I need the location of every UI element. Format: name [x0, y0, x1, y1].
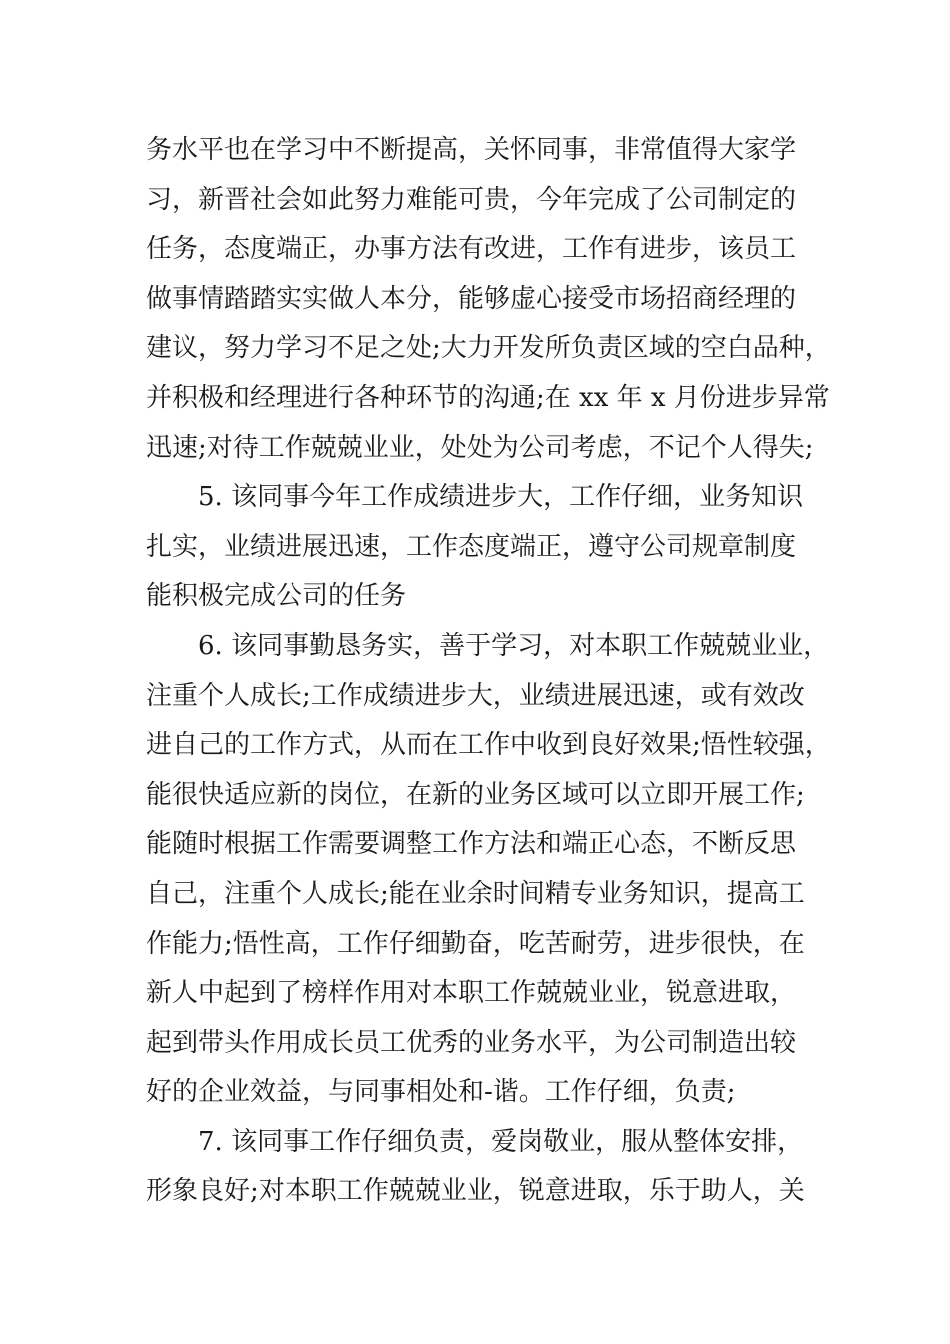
- text-line: 作能力;悟性高，工作仔细勤奋，吃苦耐劳，进步很快，在: [146, 928, 805, 959]
- text-line: 建议，努力学习不足之处;大力开发所负责区域的空白品种，: [146, 333, 831, 364]
- text-line: 新人中起到了榜样作用对本职工作兢兢业业，锐意进取，: [146, 978, 797, 1009]
- text-line: 能随时根据工作需要调整工作方法和端正心态，不断反思: [146, 829, 797, 860]
- text-line: 进自己的工作方式，从而在工作中收到良好效果;悟性较强，: [146, 730, 831, 761]
- text-line: 形象良好;对本职工作兢兢业业，锐意进取，乐于助人，关: [146, 1176, 805, 1207]
- text-line: 好的企业效益，与同事相处和-谐。工作仔细，负责;: [146, 1077, 736, 1108]
- paragraph-6-first-line: 6. 该同事勤恳务实，善于学习，对本职工作兢兢业业，: [198, 630, 830, 661]
- text-line: 任务，态度端正，办事方法有改进，工作有进步，该员工: [146, 234, 797, 265]
- text-line: 习，新晋社会如此努力难能可贵，今年完成了公司制定的: [146, 184, 797, 215]
- document-body: [146, 126, 831, 1217]
- text-line: 能很快适应新的岗位，在新的业务区域可以立即开展工作;: [146, 779, 805, 810]
- text-line: 做事情踏踏实实做人本分，能够虚心接受市场招商经理的: [146, 283, 797, 314]
- text-line: 能积极完成公司的任务: [146, 581, 407, 612]
- paragraph-5-first-line: 5. 该同事今年工作成绩进步大，工作仔细，业务知识: [198, 482, 804, 513]
- text-line: 起到带头作用成长员工优秀的业务水平，为公司制造出较: [146, 1027, 797, 1058]
- text-line: 并积极和经理进行各种环节的沟通;在 xx 年 x 月份进步异常: [146, 382, 830, 413]
- text-line: 自己，注重个人成长;能在业余时间精专业务知识，提高工: [146, 878, 805, 909]
- text-line: 注重个人成长;工作成绩进步大，业绩进展迅速，或有效改: [146, 680, 805, 711]
- text-line: 迅速;对待工作兢兢业业，处处为公司考虑，不记个人得失;: [146, 432, 814, 463]
- text-line: 务水平也在学习中不断提高，关怀同事，非常值得大家学: [146, 135, 797, 165]
- paragraph-7-first-line: 7. 该同事工作仔细负责，爱岗敬业，服从整体安排，: [198, 1126, 804, 1157]
- text-line: 扎实，业绩进展迅速，工作态度端正，遵守公司规章制度: [146, 531, 797, 562]
